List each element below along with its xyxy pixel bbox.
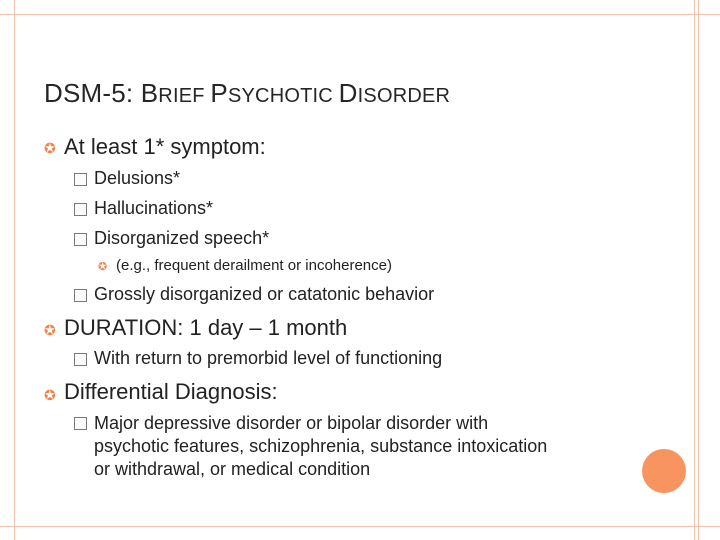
checkbox-icon (74, 203, 87, 216)
checkbox-icon (74, 173, 87, 186)
checkbox-icon (74, 233, 87, 246)
frame-line-right-outer (698, 0, 699, 540)
duration-note: With return to premorbid level of functioning (94, 348, 443, 368)
frame-line-right (694, 0, 695, 540)
bullet-icon: ✪ (44, 322, 56, 338)
bullet-duration: DURATION: 1 day – 1 month (64, 315, 348, 340)
symptom-item: Hallucinations* (94, 198, 214, 218)
frame-line-top (0, 14, 720, 15)
checkbox-icon (74, 353, 87, 366)
symptom-item: Delusions* (94, 168, 181, 188)
differential-text: Major depressive disorder or bipolar disorder with psychotic features, schizophrenia, substance intoxication or withdrawal, or medical condition (94, 413, 548, 479)
symptom-item: Grossly disorganized or catatonic behavior (94, 284, 435, 304)
frame-line-left (14, 0, 15, 540)
bullet-differential: Differential Diagnosis: (64, 379, 278, 404)
speech-example: (e.g., frequent derailment or incoherence) (116, 257, 392, 274)
bullet-icon: ✪ (44, 140, 56, 156)
checkbox-icon (74, 417, 87, 430)
symptom-item: Disorganized speech* (94, 228, 270, 248)
decorative-circle (642, 449, 686, 493)
frame-line-bottom (0, 526, 720, 527)
bullet-icon: ✪ (44, 387, 56, 403)
slide-title: DSM-5: BRIEF PSYCHOTIC DISORDER (44, 78, 451, 108)
sub-bullet-icon: ✪ (98, 261, 108, 273)
bullet-symptoms: At least 1* symptom: (64, 134, 266, 159)
checkbox-icon (74, 289, 87, 302)
